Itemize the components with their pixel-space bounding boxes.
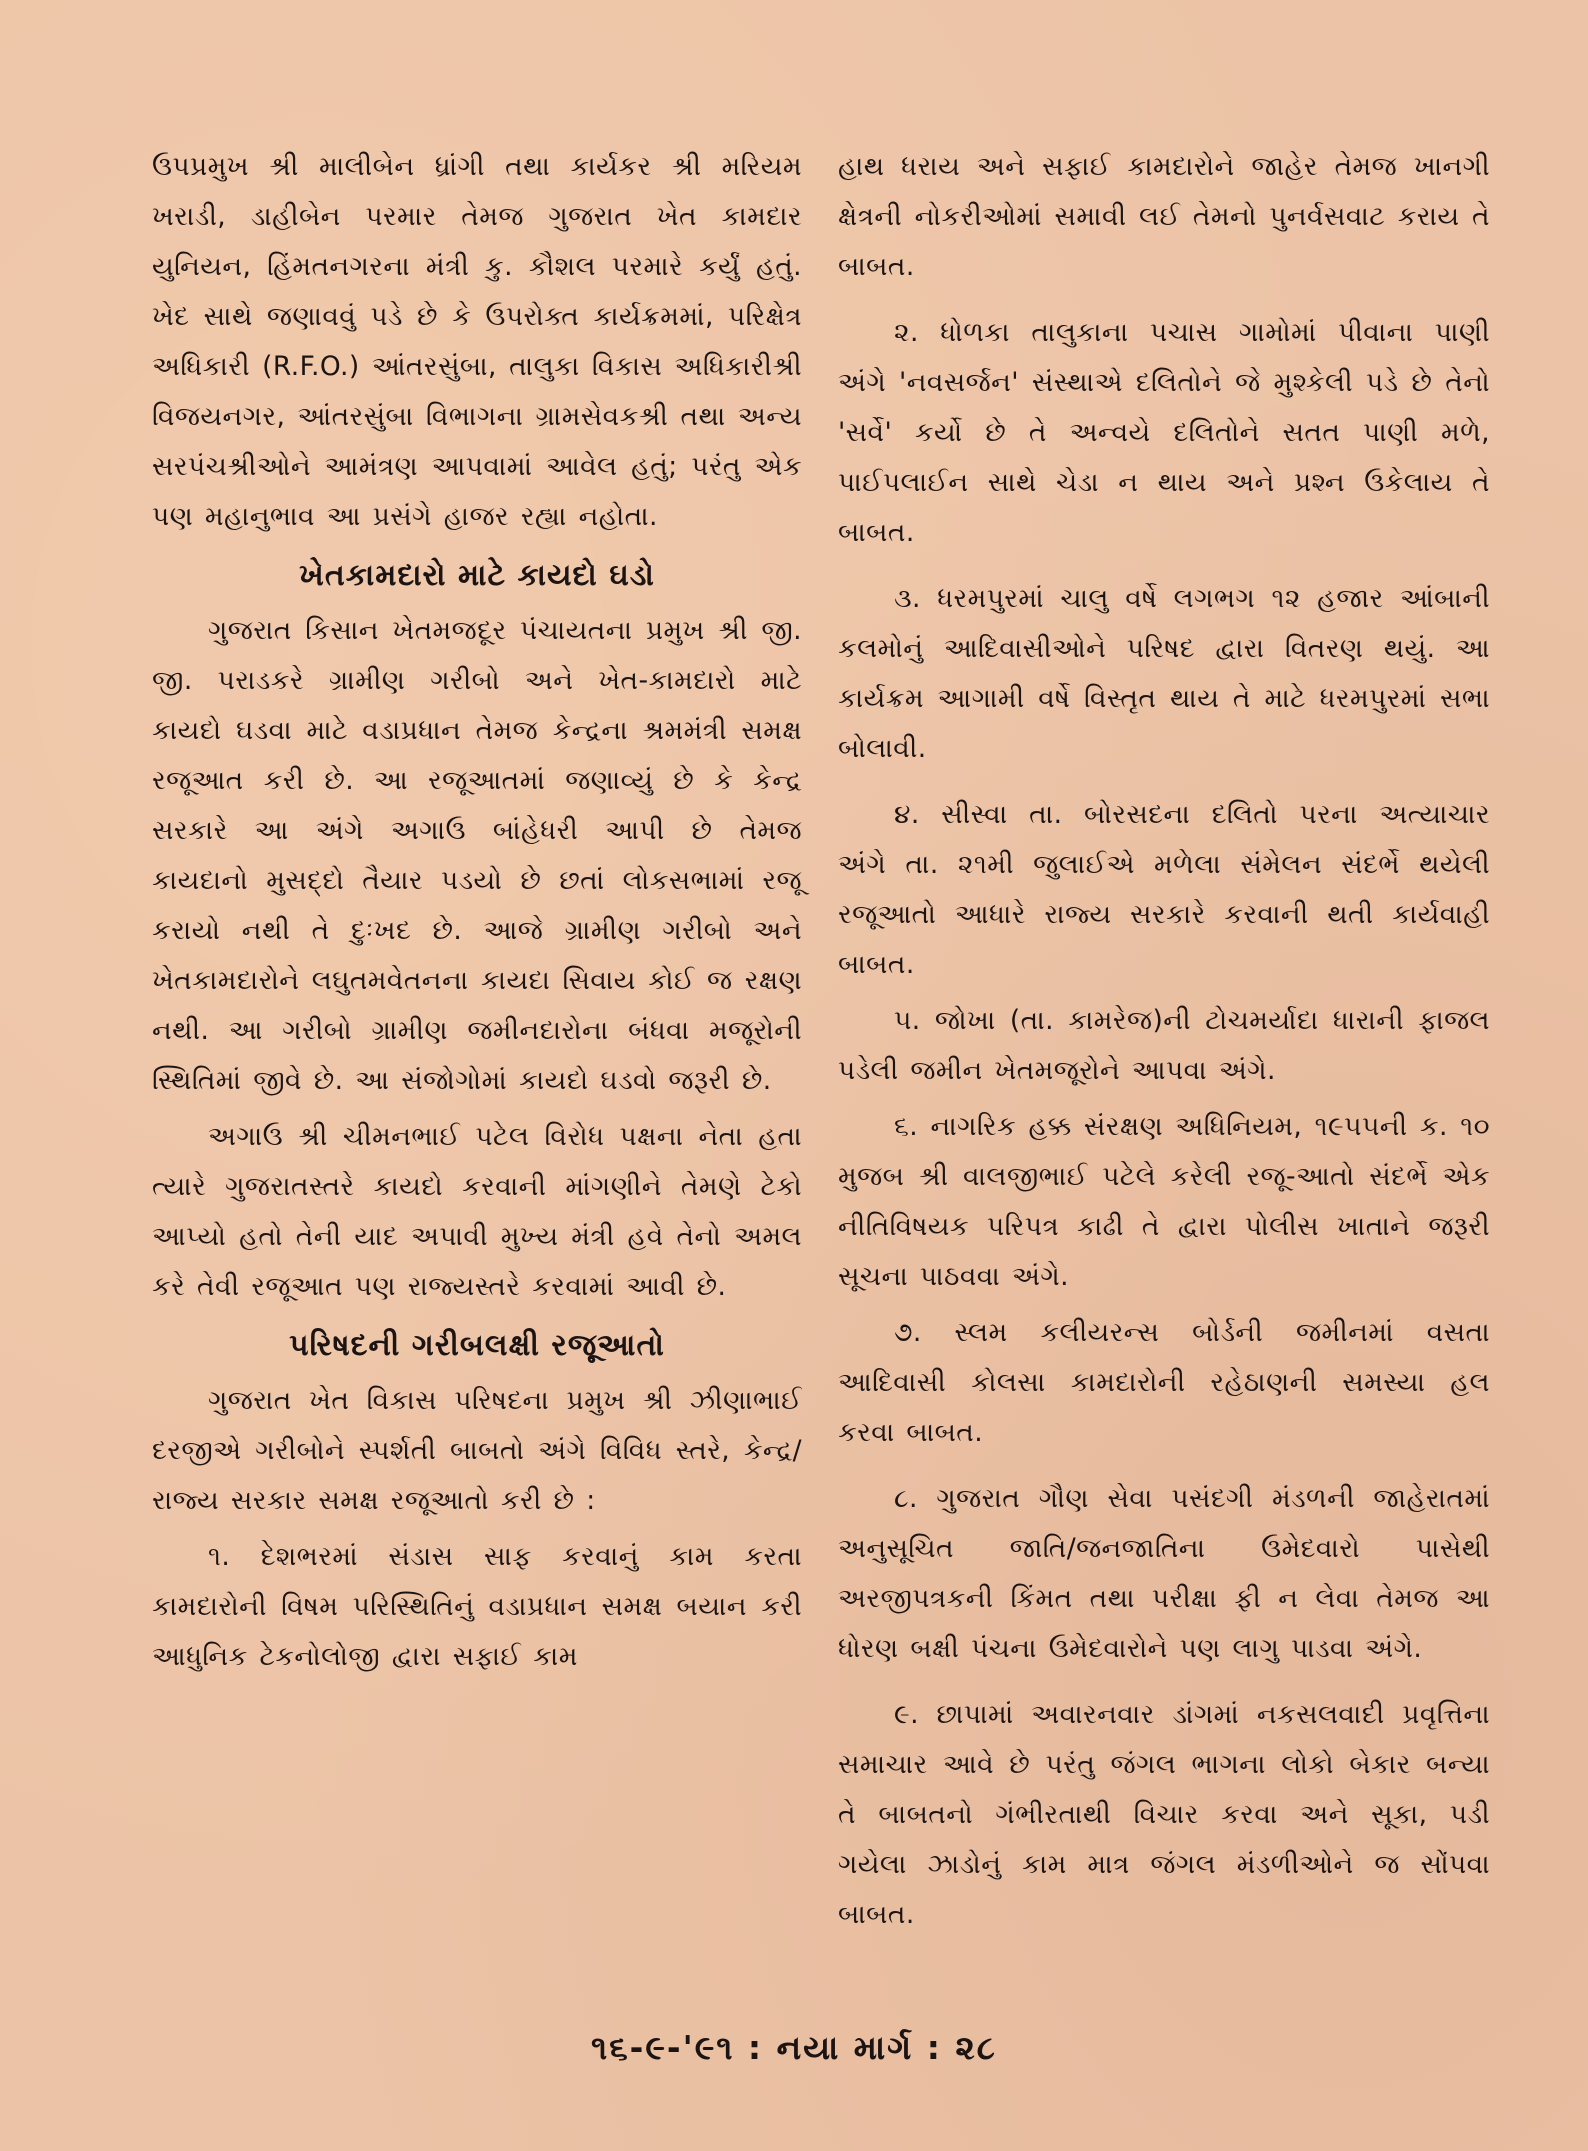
section-heading-council-representations: પરિષદની ગરીબલક્ષી રજૂઆતો — [289, 1328, 665, 1363]
list-item-4: ૪. સીસ્વા તા. બોરસદના દલિતો પરના અત્યાચાર અંગે તા. ૨૧મી જુલાઈએ મળેલા સંમેલન સંદર્ભે થયેલી રજૂઆતો આધારે રાજ્ય સરકારે કરવાની થતી કાર્યવાહી બાબત. — [838, 799, 1490, 980]
page-footer: ૧૬-૯-'૯૧ : નયા માર્ગ : ૨૮ — [591, 2028, 997, 2067]
list-item-9: ૯. છાપામાં અવારનવાર ડાંગમાં નકસલવાદી પ્રવૃત્તિના સમાચાર આવે છે પરંતુ જંગલ ભાગના લોકો બેકાર બન્યા તે બાબતનો ગંભીરતાથી વિચાર કરવા અને સૂકા, પડી ગયેલા ઝાડોનું કામ માત્ર જંગલ મંડળીઓને જ સોંપવા બાબત. — [838, 1699, 1490, 1930]
list-item-1-continued: હાથ ધરાય અને સફાઈ કામદારોને જાહેર તેમજ ખાનગી ક્ષેત્રની નોકરીઓમાં સમાવી લઈ તેમનો પુનર્વસવાટ કરાય તે બાબત. — [838, 151, 1490, 282]
left-column — [152, 142, 802, 1688]
paragraph-state-level-demand: અગાઉ શ્રી ચીમનભાઈ પટેલ વિરોધ પક્ષના નેતા હતા ત્યારે ગુજરાતસ્તરે કાયદો કરવાની માંગણીને તેમણે ટેકો આપ્યો હતો તેની યાદ અપાવી મુખ્ય મંત્રી હવે તેનો અમલ કરે તેવી રજૂઆત પણ રાજ્યસ્તરે કરવામાં આવી છે. — [152, 1121, 802, 1302]
list-item-3: ૩. ધરમપુરમાં ચાલુ વર્ષે લગભગ ૧૨ હજાર આંબાની કલમોનું આદિવાસીઓને પરિષદ દ્વારા વિતરણ થયું. આ કાર્યક્રમ આગામી વર્ષે વિસ્તૃત થાય તે માટે ધરમપુરમાં સભા બોલાવી. — [838, 583, 1490, 764]
list-item-5: ૫. જોખા (તા. કામરેજ)ની ટોચમર્યાદા ધારાની ફાજલ પડેલી જમીન ખેતમજૂરોને આપવા અંગે. — [838, 1005, 1490, 1086]
paragraph-farm-workers-law: ગુજરાત કિસાન ખેતમજદૂર પંચાયતના પ્રમુખ શ્રી જી. જી. પરાડકરે ગ્રામીણ ગરીબો અને ખેત-કામદારો માટે કાયદો ઘડવા માટે વડાપ્રધાન તેમજ કેન્દ્રના શ્રમમંત્રી સમક્ષ રજૂઆત કરી છે. આ રજૂઆતમાં જણાવ્યું છે કે કેન્દ્ર સરકારે આ અંગે અગાઉ બાંહેધરી આપી છે તેમજ કાયદાનો મુસદ્દો તૈયાર પડયો છે છતાં લોકસભામાં રજૂ કરાયો નથી તે દુઃખદ છે. આજે ગ્રામીણ ગરીબો અને ખેતકામદારોને લઘુતમવેતનના કાયદા સિવાય કોઈ જ રક્ષણ નથી. આ ગરીબો ગ્રામીણ જમીનદારોના બંધવા મજૂરોની સ્થિતિમાં જીવે છે. આ સંજોગોમાં કાયદો ઘડવો જરૂરી છે. — [152, 615, 802, 1096]
list-item-6: ૬. નાગરિક હક્ક સંરક્ષણ અધિનિયમ, ૧૯૫૫ની ક. ૧૦ મુજબ શ્રી વાલજીભાઈ પટેલે કરેલી રજૂ-આતો સંદર્ભે એક નીતિવિષયક પરિપત્ર કાઢી તે દ્વારા પોલીસ ખાતાને જરૂરી સૂચના પાઠવવા અંગે. — [838, 1111, 1490, 1292]
list-item-8: ૮. ગુજરાત ગૌણ સેવા પસંદગી મંડળની જાહેરાતમાં અનુસૂચિત જાતિ/જનજાતિના ઉમેદવારો પાસેથી અરજીપત્રકની કિંમત તથા પરીક્ષા ફી ન લેવા તેમજ આ ધોરણ બક્ષી પંચના ઉમેદવારોને પણ લાગુ પાડવા અંગે. — [838, 1483, 1490, 1664]
list-item-1: ૧. દેશભરમાં સંડાસ સાફ કરવાનું કામ કરતા કામદારોની વિષમ પરિસ્થિતિનું વડાપ્રધાન સમક્ષ બયાન કરી આધુનિક ટેકનોલોજી દ્વારા સફાઈ કામ — [152, 1541, 802, 1672]
section-heading-farm-workers-law: ખેતકામદારો માટે કાયદો ઘડો — [299, 558, 655, 593]
list-item-2: ૨. ધોળકા તાલુકાના પચાસ ગામોમાં પીવાના પાણી અંગે 'નવસર્જન' સંસ્થાએ દલિતોને જે મુશ્કેલી પડે છે તેનો 'સર્વે' કર્યો છે તે અન્વયે દલિતોને સતત પાણી મળે, પાઈપલાઈન સાથે ચેડા ન થાય અને પ્રશ્ન ઉકેલાય તે બાબત. — [838, 317, 1490, 548]
list-item-7: ૭. સ્લમ કલીયરન્સ બોર્ડની જમીનમાં વસતા આદિવાસી કોલસા કામદારોની રહેઠાણની સમસ્યા હલ કરવા બાબત. — [838, 1317, 1490, 1448]
paragraph-council-intro: ગુજરાત ખેત વિકાસ પરિષદના પ્રમુખ શ્રી ઝીણાભાઈ દરજીએ ગરીબોને સ્પર્શતી બાબતો અંગે વિવિધ સ્તરે, કેન્દ્ર/રાજ્ય સરકાર સમક્ષ રજૂઆતો કરી છે : — [152, 1385, 802, 1516]
intro-paragraph: ઉપપ્રમુખ શ્રી માલીબેન ધ્રાંગી તથા કાર્યકર શ્રી મરિયમ ખરાડી, ડાહીબેન પરમાર તેમજ ગુજરાત ખેત કામદાર યુનિયન, હિંમતનગરના મંત્રી કુ. કૌશલ પરમારે કર્યું હતું. ખેદ સાથે જણાવવું પડે છે કે ઉપરોક્ત કાર્યક્રમમાં, પરિક્ષેત્ર અધિકારી (R.F.O.) આંતરસુંબા, તાલુકા વિકાસ અધિકારીશ્રી વિજયનગર, આંતરસુંબા વિભાગના ગ્રામસેવકશ્રી તથા અન્ય સરપંચશ્રીઓને આમંત્રણ આપવામાં આવેલ હતું; પરંતુ એક પણ મહાનુભાવ આ પ્રસંગે હાજર રહ્યા નહોતા. — [152, 151, 802, 532]
right-column — [838, 142, 1490, 1946]
